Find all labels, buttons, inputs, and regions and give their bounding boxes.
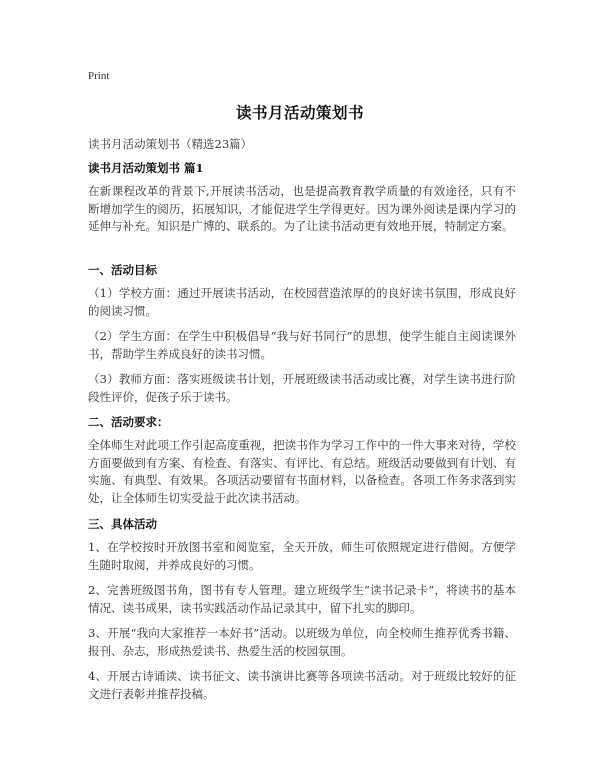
print-link[interactable]: Print: [88, 70, 110, 82]
section-heading-activities: 三、具体活动: [88, 517, 157, 531]
goal-item-teachers: （3）教师方面：落实班级读书计划，开展班级读书活动或比赛，对学生读书进行阶段性评价，促孩子乐于读书。: [88, 372, 516, 404]
section-heading-goals: 一、活动目标: [88, 263, 157, 277]
goal-item-students: （2）学生方面：在学生中积极倡导“我与好书同行”的思想，使学生能自主阅读课外书，帮助学生养成良好的读书习惯。: [88, 329, 516, 361]
activity-item-4: 4、开展古诗诵读、读书征文、读书演讲比赛等各项读书活动。对于班级比较好的征文进行表彰并推荐投稿。: [88, 669, 516, 701]
article-heading: 读书月活动策划书 篇1: [88, 161, 204, 175]
activity-item-1: 1、在学校按时开放图书室和阅览室，全天开放，师生可依照规定进行借阅。方便学生随时取阅，并养成良好的习惯。: [88, 540, 516, 572]
section-heading-requirements: 二、活动要求：: [88, 415, 169, 429]
activity-item-3: 3、开展“我向大家推荐一本好书”活动。以班级为单位，向全校师生推荐优秀书籍、报刊、杂志，形成热爱读书、热爱生活的校园氛围。: [88, 626, 516, 658]
intro-paragraph: 在新课程改革的背景下,开展读书活动，也是提高教育教学质量的有效途径，只有不断增加学生的阅历，拓展知识，才能促进学生学得更好。因为课外阅读是课内学习的延伸与补充。知识是广博的、联系的。为了让读书活动更有效地开展，特制定方案。: [88, 184, 516, 233]
requirements-paragraph: 全体师生对此项工作引起高度重视，把读书作为学习工作中的一件大事来对待，学校方面要做到有方案、有检查、有落实、有评比、有总结。班级活动要做到有计划、有实施、有典型、有效果。各项活动要留有书面材料，以备检查。各项工作务求落到实处，让全体师生切实受益于此次读书活动。: [88, 438, 516, 505]
document-title: 读书月活动策划书: [235, 103, 364, 122]
document-subtitle: 读书月活动策划书（精选23篇）: [88, 137, 253, 151]
activity-item-2: 2、完善班级图书角，图书有专人管理。建立班级学生“读书记录卡”，将读书的基本情况、读书成果，读书实践活动作品记录其中，留下扎实的脚印。: [88, 583, 516, 615]
goal-item-school: （1）学校方面：通过开展读书活动，在校园营造浓厚的的良好读书氛围，形成良好的阅读习惯。: [88, 286, 516, 318]
